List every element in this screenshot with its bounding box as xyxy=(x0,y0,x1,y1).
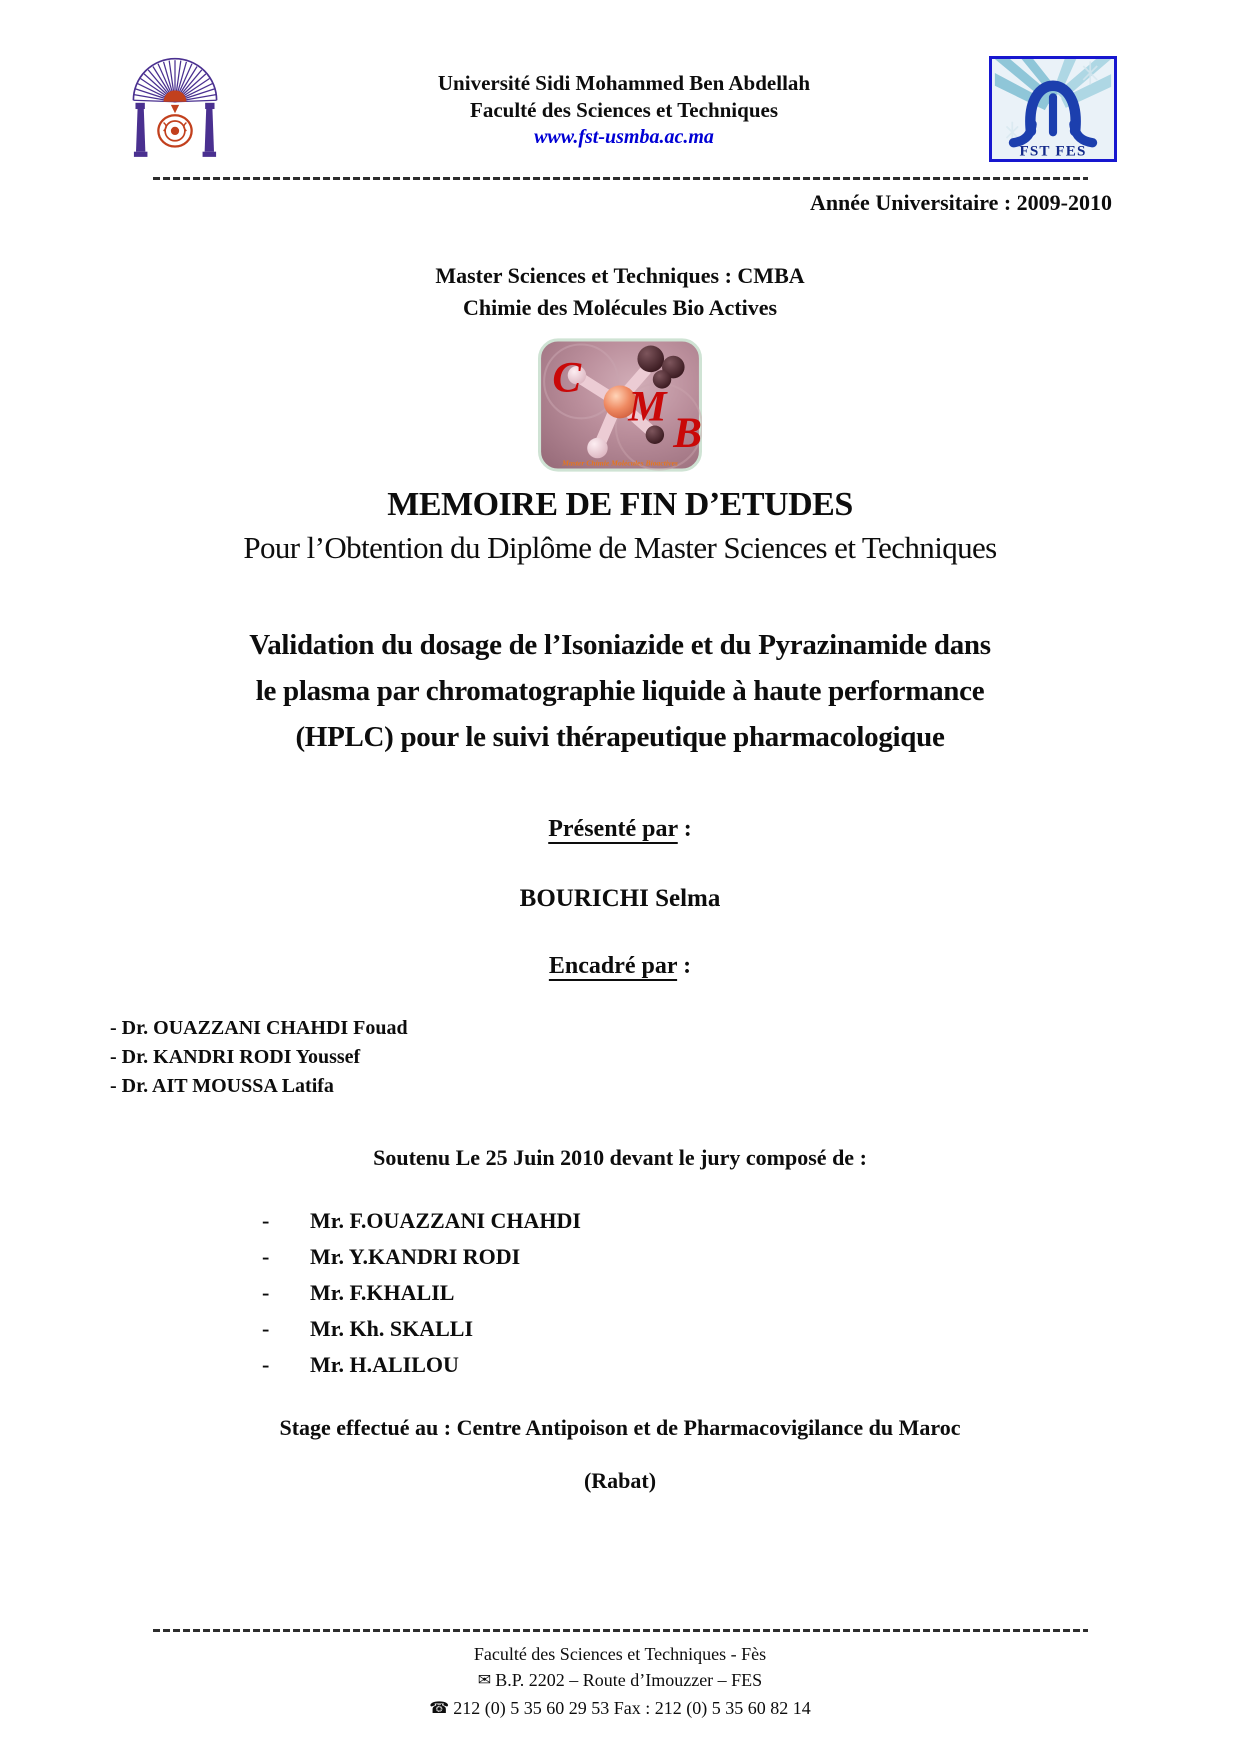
page-header xyxy=(0,0,1240,165)
website-link[interactable]: www.fst-usmba.ac.ma xyxy=(534,126,714,148)
jury-member-row xyxy=(262,1275,1240,1311)
jury-member-name: Mr. Kh. SKALLI xyxy=(310,1316,474,1341)
presented-by-heading xyxy=(0,816,1240,843)
page-footer xyxy=(0,1617,1240,1755)
academic-year: Année Universitaire : 2009-2010 xyxy=(809,190,1112,215)
cmb-letter-m: M xyxy=(628,383,667,431)
presented-by-label: Présenté par xyxy=(548,816,678,842)
fst-logo-box xyxy=(958,56,1148,162)
footer-faculty: Faculté des Sciences et Techniques - Fès xyxy=(473,1644,767,1664)
jury-member-name: Mr. F.OUAZZANI CHAHDI xyxy=(310,1208,581,1233)
header-divider xyxy=(153,177,1088,180)
master-program-line: Master Sciences et Techniques : CMBA xyxy=(435,263,805,288)
jury-member-row xyxy=(262,1239,1240,1275)
jury-bullet: - xyxy=(262,1352,270,1377)
jury-list xyxy=(0,1203,1240,1383)
diploma-subtitle: Pour l’Obtention du Diplôme de Master Sciences et Techniques xyxy=(243,530,997,565)
jury-member-row xyxy=(262,1203,1240,1239)
cmb-master-logo-icon xyxy=(538,338,702,472)
jury-member-name: Mr. H.ALILOU xyxy=(310,1352,459,1377)
cmb-letter-b: B xyxy=(673,410,702,458)
cmb-logo-caption: Master Chimie Molécules Bioactives xyxy=(562,458,678,468)
cmb-letter-c: C xyxy=(552,354,582,402)
supervised-by-colon: : xyxy=(677,953,692,979)
supervised-by-label: Encadré par xyxy=(548,953,678,979)
jury-member-row xyxy=(262,1311,1240,1347)
footer-divider xyxy=(153,1629,1088,1632)
jury-member-name: Mr. Y.KANDRI RODI xyxy=(310,1244,521,1269)
internship-line: Stage effectué au : Centre Antipoison et de Pharmacovigilance du Maroc xyxy=(279,1415,961,1440)
supervisor-item: - Dr. KANDRI RODI Youssef xyxy=(110,1046,361,1068)
fst-logo-caption: FST FES xyxy=(1019,143,1087,159)
supervised-by-heading xyxy=(0,953,1240,980)
mail-icon: ✉ xyxy=(477,1672,492,1689)
jury-bullet: - xyxy=(262,1208,270,1233)
cmb-logo-wrap xyxy=(0,338,1240,472)
university-seal-icon xyxy=(100,56,250,165)
jury-bullet: - xyxy=(262,1316,270,1341)
program-block xyxy=(0,260,1240,324)
footer-phone xyxy=(0,1695,1240,1723)
memoire-title: MEMOIRE DE FIN D’ETUDES xyxy=(387,486,853,523)
jury-bullet: - xyxy=(262,1244,270,1269)
internship-city: (Rabat) xyxy=(583,1468,657,1493)
fst-fes-logo-icon xyxy=(989,56,1117,162)
footer-address xyxy=(0,1667,1240,1695)
supervisor-list xyxy=(0,1014,1240,1101)
jury-member-row xyxy=(262,1347,1240,1383)
supervisor-item: - Dr. OUAZZANI CHAHDI Fouad xyxy=(110,1017,408,1039)
flex-spacer xyxy=(0,1494,1240,1617)
institution-block xyxy=(290,56,958,149)
presented-by-colon: : xyxy=(677,816,692,842)
author-name: BOURICHI Selma xyxy=(519,885,721,912)
thesis-title-line2: le plasma par chromatographie liquide à haute performance xyxy=(255,675,985,707)
specialty-line: Chimie des Molécules Bio Actives xyxy=(462,295,778,320)
thesis-title-line1: Validation du dosage de l’Isoniazide et du Pyrazinamide dans xyxy=(249,629,991,661)
thesis-title-line3: (HPLC) pour le suivi thérapeutique pharmacologique xyxy=(295,721,945,753)
supervisor-item: - Dr. AIT MOUSSA Latifa xyxy=(110,1075,334,1097)
jury-member-name: Mr. F.KHALIL xyxy=(310,1280,455,1305)
faculty-name: Faculté des Sciences et Techniques xyxy=(470,98,778,122)
footer-phone-text: 212 (0) 5 35 60 29 53 Fax : 212 (0) 5 35 60 82 14 xyxy=(453,1698,811,1718)
phone-icon: ☎ xyxy=(429,1700,450,1717)
thesis-title xyxy=(0,622,1240,760)
footer-address-text: B.P. 2202 – Route d’Imouzzer – FES xyxy=(495,1670,763,1690)
jury-bullet: - xyxy=(262,1280,270,1305)
university-name: Université Sidi Mohammed Ben Abdellah xyxy=(437,71,811,95)
defense-intro: Soutenu Le 25 Juin 2010 devant le jury composé de : xyxy=(373,1145,867,1170)
university-emblem xyxy=(100,56,290,165)
